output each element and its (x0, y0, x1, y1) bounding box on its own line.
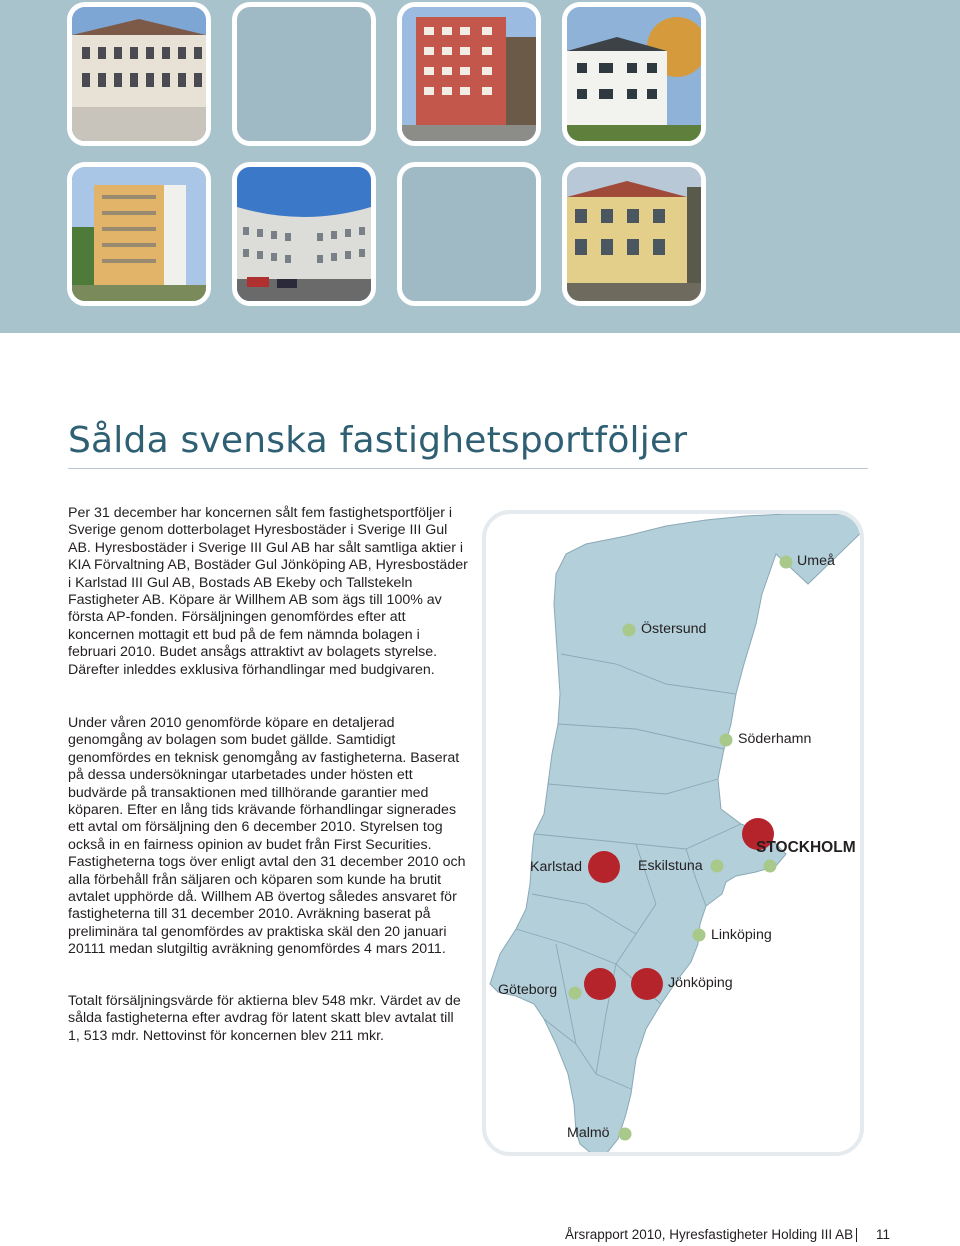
city-label-stockholm: STOCKHOLM (756, 839, 856, 856)
city-label-umea: Umeå (797, 553, 835, 569)
photo-curved-complex (232, 162, 376, 306)
city-label-linkoping: Linköping (711, 927, 772, 943)
photo-red-apartment-block (397, 2, 541, 146)
photo-empty-tile (397, 162, 541, 306)
city-label-malmo: Malmö (567, 1125, 610, 1141)
city-label-soderhamn: Söderhamn (738, 731, 812, 747)
marker-eskilstuna (711, 860, 724, 873)
photo-town-hall (67, 2, 211, 146)
marker-malmo (619, 1128, 632, 1141)
marker-umea (780, 556, 793, 569)
marker-stockholm-dot (764, 860, 777, 873)
city-markers (486, 514, 864, 1156)
body-paragraph-1: Per 31 december har koncernen sålt fem fastighetsportföljer i Sverige genom dotterbolaget Hyresbostäder i Sverige III Gul AB. Hyresbostäder i Sverige III Gul AB har sålt samtliga aktier i KIA Förvaltning AB, Bostäder Gul Jönköping AB, Hyresbostäder i Karlstad III Gul AB, Bostads AB Ekeby och Tallstekeln Fastigheter AB. Köpare är Willhem AB som ägs till 100% av första AP-fonden. Försäljningen genomfördes efter att koncernen mottagit ett bud på de fem nämnda bolagen i februari 2010. Budet ansågs attraktivt av bolagets styrelse. Därefter inleddes exklusiva förhandlingar med budgivaren. (68, 505, 468, 678)
body-paragraph-2: Under våren 2010 genomförde köpare en detaljerad genomgång av bolagen som budet gällde. Samtidigt genomfördes en teknisk genomgång av fastigheterna. Baserat på dessa undersökningar utarbetades under hösten ett budvärde på transaktionen med tillhörande garantier med köparen. Efter en lång tids krävande förhandlingar signerades ett avtal om försäljning den 6 december 2010. Styrelsen tog också in en fairness opinion av budet från First Securities. Fastigheterna togs över enligt avtal den 31 december 2010 och alla förbehåll från säljaren och köparen som kunde ha brutit avtalet upphörde då. Willhem AB övertog således ansvaret för fastigheterna till 31 december 2010. Avräkning baserat på preliminära tal genomfördes av praktiska skäl den 20 januari 20111 medan slutgiltig avräkning genomfördes 4 mars 2011. (68, 715, 466, 958)
page-title: Sålda svenska fastighetsportföljer (68, 420, 688, 461)
marker-linkoping (693, 929, 706, 942)
photo-banner (0, 0, 960, 333)
marker-ostersund (623, 624, 636, 637)
footer-text: Årsrapport 2010, Hyresfastigheter Holding III AB (565, 1227, 854, 1242)
photo-yellow-manor (562, 162, 706, 306)
marker-jonkoping-2 (584, 968, 616, 1000)
footer-divider (856, 1228, 857, 1242)
photo-blank-tile (232, 2, 376, 146)
title-divider (68, 468, 868, 469)
city-label-eskilstuna: Eskilstuna (638, 858, 703, 874)
page-number: 11 (876, 1227, 891, 1242)
body-paragraph-3: Totalt försäljningsvärde för aktierna blev 548 mkr. Värdet av de sålda fastigheterna efter avdrag för latent skatt blev avtalat till 1, 513 mdr. Nettovinst för koncernen blev 211 mkr. (68, 993, 461, 1044)
marker-jonkoping (631, 968, 663, 1000)
photo-white-apartment-house (562, 2, 706, 146)
city-label-ostersund: Östersund (641, 621, 707, 637)
sweden-map (482, 510, 864, 1156)
marker-soderhamn (720, 734, 733, 747)
marker-goteborg (569, 987, 582, 1000)
photo-yellow-tower (67, 162, 211, 306)
city-label-karlstad: Karlstad (530, 859, 583, 875)
city-label-jonkoping: Jönköping (668, 975, 733, 991)
marker-karlstad (588, 851, 620, 883)
city-label-goteborg: Göteborg (498, 982, 558, 998)
